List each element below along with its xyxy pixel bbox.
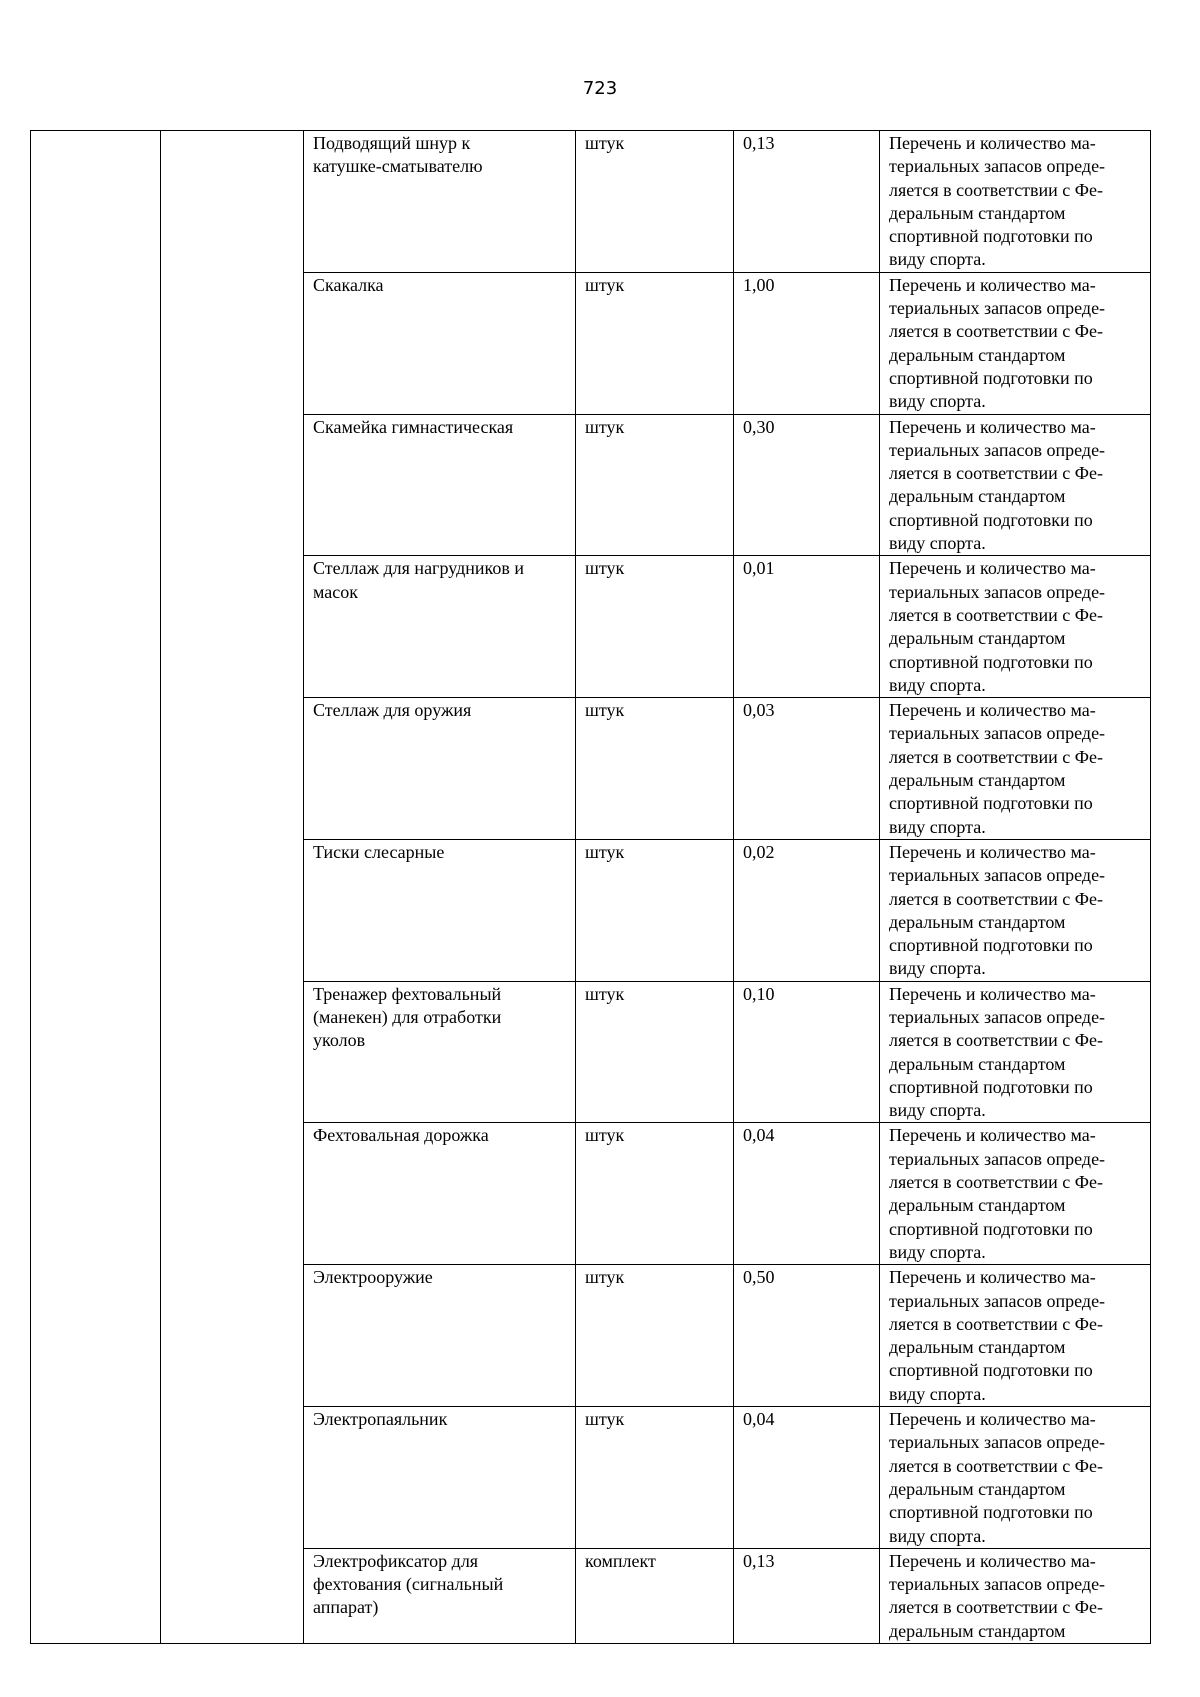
unit-cell: штук: [576, 272, 734, 414]
item-name-cell: Скамейка гимнастическая: [304, 414, 576, 556]
quantity-cell: 1,00: [734, 272, 880, 414]
item-name-cell: Тиски слесарные: [304, 839, 576, 981]
unit-cell: штук: [576, 1265, 734, 1407]
unit-cell: штук: [576, 414, 734, 556]
quantity-cell: 0,03: [734, 698, 880, 840]
note-cell: Перечень и количество ма- териальных запасов опреде- ляется в соответствии с Фе- деральным стандартом спортивной подготовки по виду спорта.: [880, 556, 1151, 698]
note-cell: Перечень и количество ма- териальных запасов опреде- ляется в соответствии с Фе- деральным стандартом спортивной подготовки по виду спорта.: [880, 1407, 1151, 1549]
note-cell: Перечень и количество ма- териальных запасов опреде- ляется в соответствии с Фе- деральным стандартом спортивной подготовки по виду спорта.: [880, 1265, 1151, 1407]
unit-cell: штук: [576, 698, 734, 840]
table-row: [31, 131, 1151, 273]
note-cell: Перечень и количество ма- териальных запасов опреде- ляется в соответствии с Фе- деральным стандартом спортивной подготовки по виду спорта.: [880, 272, 1151, 414]
note-cell: Перечень и количество ма- териальных запасов опреде- ляется в соответствии с Фе- деральным стандартом спортивной подготовки по виду спорта.: [880, 414, 1151, 556]
item-name-cell: Подводящий шнур к катушке-сматывателю: [304, 131, 576, 273]
unit-cell: штук: [576, 556, 734, 698]
note-cell: Перечень и количество ма- териальных запасов опреде- ляется в соответствии с Фе- деральным стандартом спортивной подготовки по виду спорта.: [880, 1123, 1151, 1265]
unit-cell: штук: [576, 131, 734, 273]
note-cell: Перечень и количество ма- териальных запасов опреде- ляется в соответствии с Фе- деральным стандартом спортивной подготовки по виду спорта.: [880, 981, 1151, 1123]
quantity-cell: 0,30: [734, 414, 880, 556]
unit-cell: штук: [576, 981, 734, 1123]
page-number: 723: [582, 78, 618, 99]
quantity-cell: 0,04: [734, 1407, 880, 1549]
note-cell: Перечень и количество ма- териальных запасов опреде- ляется в соответствии с Фе- деральным стандартом: [880, 1548, 1151, 1643]
merged-column-1: [31, 131, 161, 1644]
merged-column-2: [161, 131, 304, 1644]
unit-cell: комплект: [576, 1548, 734, 1643]
quantity-cell: 0,13: [734, 131, 880, 273]
quantity-cell: 0,50: [734, 1265, 880, 1407]
item-name-cell: Стеллаж для оружия: [304, 698, 576, 840]
unit-cell: штук: [576, 1123, 734, 1265]
item-name-cell: Тренажер фехтовальный (манекен) для отработки уколов: [304, 981, 576, 1123]
quantity-cell: 0,10: [734, 981, 880, 1123]
unit-cell: штук: [576, 1407, 734, 1549]
item-name-cell: Фехтовальная дорожка: [304, 1123, 576, 1265]
quantity-cell: 0,13: [734, 1548, 880, 1643]
note-cell: Перечень и количество ма- териальных запасов опреде- ляется в соответствии с Фе- деральным стандартом спортивной подготовки по виду спорта.: [880, 839, 1151, 981]
item-name-cell: Электрофиксатор для фехтования (сигнальный аппарат): [304, 1548, 576, 1643]
unit-cell: штук: [576, 839, 734, 981]
note-cell: Перечень и количество ма- териальных запасов опреде- ляется в соответствии с Фе- деральным стандартом спортивной подготовки по виду спорта.: [880, 131, 1151, 273]
quantity-cell: 0,04: [734, 1123, 880, 1265]
item-name-cell: Скакалка: [304, 272, 576, 414]
item-name-cell: Стеллаж для нагрудников и масок: [304, 556, 576, 698]
note-cell: Перечень и количество ма- териальных запасов опреде- ляется в соответствии с Фе- деральным стандартом спортивной подготовки по виду спорта.: [880, 698, 1151, 840]
quantity-cell: 0,01: [734, 556, 880, 698]
equipment-table: [30, 130, 1151, 1644]
table-body: [31, 131, 1151, 1644]
item-name-cell: Электрооружие: [304, 1265, 576, 1407]
item-name-cell: Электропаяльник: [304, 1407, 576, 1549]
quantity-cell: 0,02: [734, 839, 880, 981]
